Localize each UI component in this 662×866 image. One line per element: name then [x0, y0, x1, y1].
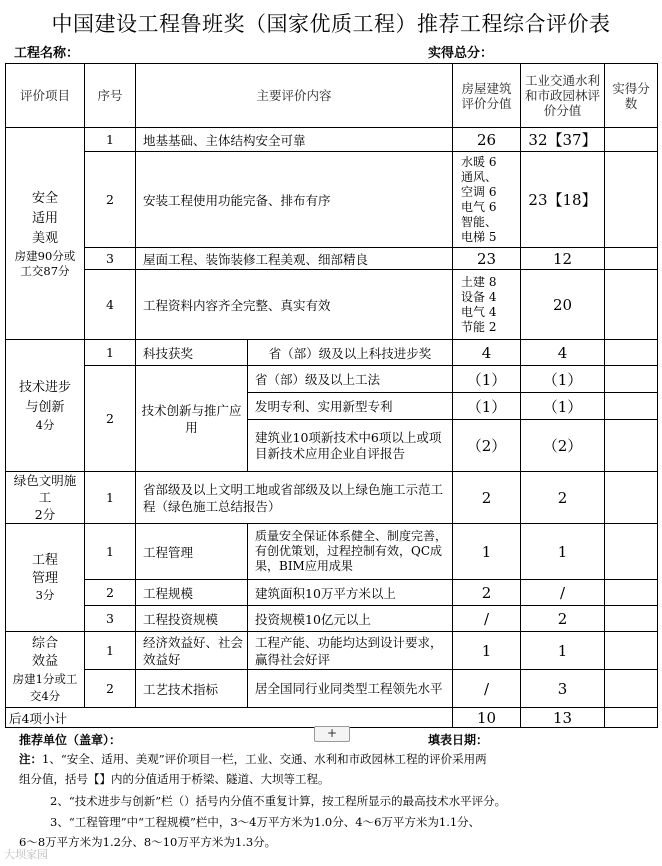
- building-score: 1: [453, 632, 521, 670]
- breakdown-line: 土建 8: [461, 274, 497, 289]
- table-row: [6, 606, 658, 632]
- industrial-score: 2: [521, 472, 605, 524]
- category-name: 安全适用美观: [31, 190, 58, 246]
- seq-cell: 2: [85, 366, 136, 472]
- seq-cell: 4: [85, 270, 136, 340]
- category-name: 技术进步与创新: [18, 380, 71, 415]
- table-row: [6, 632, 658, 670]
- content-cell: 屋面工程、装饰装修工程美观、细部精良: [136, 248, 453, 270]
- breakdown-line: 节能 2: [461, 319, 497, 334]
- building-score: 2: [453, 472, 521, 524]
- recommender-label: 推荐单位（盖章）：: [19, 733, 122, 747]
- building-score: 23: [453, 248, 521, 270]
- building-score-breakdown: [453, 152, 521, 248]
- industrial-score: /: [521, 580, 605, 606]
- breakdown-line: 电气 6: [461, 199, 497, 214]
- header-building: 房屋建筑评价分值: [453, 64, 521, 128]
- item-cell: 技术创新与推广应用: [136, 366, 248, 472]
- actual-score-input[interactable]: [605, 606, 658, 632]
- note-text: 3、“工程管理”中“工程规模”栏中，3～4万平方米为1.0分、4～6万平方米为1.1分、: [50, 815, 481, 829]
- category-green: [6, 472, 85, 524]
- industrial-score: （1）: [521, 366, 605, 393]
- building-score: /: [453, 606, 521, 632]
- actual-score-input[interactable]: [605, 366, 658, 393]
- industrial-score: 2: [521, 606, 605, 632]
- evaluation-table: [5, 63, 658, 728]
- actual-score-input[interactable]: [605, 670, 658, 708]
- table-row: [6, 670, 658, 708]
- table-row: [6, 366, 658, 393]
- header-actual: 实得分数: [605, 64, 658, 128]
- table-row: [6, 580, 658, 606]
- subtotal-label: 后4项小计: [6, 708, 453, 728]
- add-button[interactable]: +: [314, 726, 350, 742]
- building-score: 2: [453, 580, 521, 606]
- note-text: 2、“技术进步与创新”栏（）括号内分值不重复计算，按工程所显示的最高技术水平评分。: [50, 794, 507, 808]
- category-name: 工程管理: [31, 553, 58, 586]
- category-score: 4分: [35, 418, 55, 432]
- detail-cell: 质量安全保证体系健全、制度完善，有创优策划，过程控制有效，QC成果，BIM应用成果: [248, 524, 453, 580]
- actual-score-input[interactable]: [605, 472, 658, 524]
- actual-score-input[interactable]: [605, 420, 658, 472]
- building-score: /: [453, 670, 521, 708]
- building-score: （1）: [453, 366, 521, 393]
- industrial-score: 23【18】: [521, 152, 605, 248]
- note-text: 组分值，括号【】内的分值适用于桥梁、隧道、大坝等工程。: [19, 772, 330, 786]
- category-score: 3分: [35, 588, 55, 602]
- fill-date-label: 填表日期：: [428, 733, 489, 747]
- breakdown-line: 空调 6: [461, 184, 497, 199]
- header-seq: 序号: [85, 64, 136, 128]
- breakdown-line: 设备 4: [461, 289, 497, 304]
- note-text: 1、“安全、适用、美观”评价项目一栏，工业、交通、水利和市政园林工程的评价采用两: [42, 752, 487, 766]
- table-row: [6, 524, 658, 580]
- category-management: [6, 524, 85, 632]
- seq-cell: 2: [85, 580, 136, 606]
- industrial-score: （2）: [521, 420, 605, 472]
- building-score: 1: [453, 524, 521, 580]
- category-tech: [6, 340, 85, 472]
- content-cell: 地基基础、主体结构安全可靠: [136, 128, 453, 152]
- industrial-score: 4: [521, 340, 605, 366]
- industrial-score: 1: [521, 632, 605, 670]
- actual-score-input[interactable]: [605, 393, 658, 420]
- breakdown-line: 电梯 5: [461, 229, 497, 244]
- item-cell: 经济效益好、社会效益好: [136, 632, 248, 670]
- category-benefit: [6, 632, 85, 708]
- building-score: （1）: [453, 393, 521, 420]
- category-safety: [6, 128, 85, 340]
- subtotal-building: 10: [453, 708, 521, 728]
- breakdown-line: 智能、: [461, 214, 498, 229]
- seq-cell: 1: [85, 340, 136, 366]
- category-name: 综合效益: [31, 635, 58, 669]
- actual-score-input[interactable]: [605, 248, 658, 270]
- header-row: [6, 64, 658, 128]
- header-content: 主要评价内容: [136, 64, 453, 128]
- total-score-label: 实得总分：: [428, 46, 494, 61]
- seq-cell: 3: [85, 606, 136, 632]
- actual-score-input[interactable]: [605, 524, 658, 580]
- industrial-score: 20: [521, 270, 605, 340]
- seq-cell: 1: [85, 632, 136, 670]
- detail-cell: 投资规模10亿元以上: [248, 606, 453, 632]
- table-row: [6, 152, 658, 248]
- detail-cell: 居全国同行业同类型工程领先水平: [248, 670, 453, 708]
- page-title: 中国建设工程鲁班奖（国家优质工程）推荐工程综合评价表: [51, 12, 611, 36]
- breakdown-line: 电气 4: [461, 304, 497, 319]
- subtotal-actual-input[interactable]: [605, 708, 658, 728]
- subtotal-row: [6, 708, 658, 728]
- header-category: 评价项目: [6, 64, 85, 128]
- watermark: 大坝家园: [4, 848, 48, 861]
- actual-score-input[interactable]: [605, 340, 658, 366]
- industrial-score: 12: [521, 248, 605, 270]
- seq-cell: 3: [85, 248, 136, 270]
- content-cell: 安装工程使用功能完备、排布有序: [136, 152, 453, 248]
- industrial-score: （1）: [521, 393, 605, 420]
- building-score: 4: [453, 340, 521, 366]
- building-score: （2）: [453, 420, 521, 472]
- table-row: [6, 270, 658, 340]
- item-cell: 工程投资规模: [136, 606, 248, 632]
- building-score-breakdown: [453, 270, 521, 340]
- subtotal-industrial: 13: [521, 708, 605, 728]
- table-row: [6, 128, 658, 152]
- item-cell: 工程管理: [136, 524, 248, 580]
- project-name-label: 工程名称：: [14, 46, 80, 61]
- detail-cell: 建筑业10项新技术中6项以上或项目新技术应用企业自评报告: [248, 420, 453, 472]
- notes-label: 注：: [19, 752, 42, 766]
- category-score: 2分: [34, 507, 56, 522]
- seq-cell: 1: [85, 472, 136, 524]
- category-score: 房建1分或工交4分: [12, 671, 78, 703]
- industrial-score: 3: [521, 670, 605, 708]
- actual-score-input[interactable]: [605, 632, 658, 670]
- content-cell: 省部级及以上文明工地或省部级及以上绿色施工示范工程（绿色施工总结报告）: [136, 472, 453, 524]
- notes-line: [19, 752, 487, 767]
- detail-cell: 发明专利、实用新型专利: [248, 393, 453, 420]
- actual-score-input[interactable]: [605, 270, 658, 340]
- item-cell: 科技获奖: [136, 340, 248, 366]
- detail-cell: 省（部）级及以上工法: [248, 366, 453, 393]
- industrial-score: 1: [521, 524, 605, 580]
- actual-score-input[interactable]: [605, 152, 658, 248]
- table-row: [6, 472, 658, 524]
- table-row: [6, 340, 658, 366]
- table-row: [6, 248, 658, 270]
- seq-cell: 1: [85, 128, 136, 152]
- detail-cell: 工程产能、功能均达到设计要求，赢得社会好评: [248, 632, 453, 670]
- industrial-score: 32【37】: [521, 128, 605, 152]
- actual-score-input[interactable]: [605, 128, 658, 152]
- breakdown-line: 水暖 6: [461, 154, 497, 169]
- note-text: 6～8万平方米为1.2分、8～10万平方米为1.3分。: [19, 835, 277, 849]
- category-name: 绿色文明施工: [13, 473, 77, 505]
- seq-cell: 1: [85, 524, 136, 580]
- building-score: 26: [453, 128, 521, 152]
- item-cell: 工艺技术指标: [136, 670, 248, 708]
- category-score: 房建90分或工交87分: [14, 248, 76, 278]
- seq-cell: 2: [85, 670, 136, 708]
- detail-cell: 省（部）级及以上科技进步奖: [248, 340, 453, 366]
- header-industrial: 工业交通水利和市政园林评价分值: [521, 64, 605, 128]
- detail-cell: 建筑面积10万平方米以上: [248, 580, 453, 606]
- breakdown-line: 通风、: [461, 169, 498, 184]
- content-cell: 工程资料内容齐全完整、真实有效: [136, 270, 453, 340]
- actual-score-input[interactable]: [605, 580, 658, 606]
- seq-cell: 2: [85, 152, 136, 248]
- item-cell: 工程规模: [136, 580, 248, 606]
